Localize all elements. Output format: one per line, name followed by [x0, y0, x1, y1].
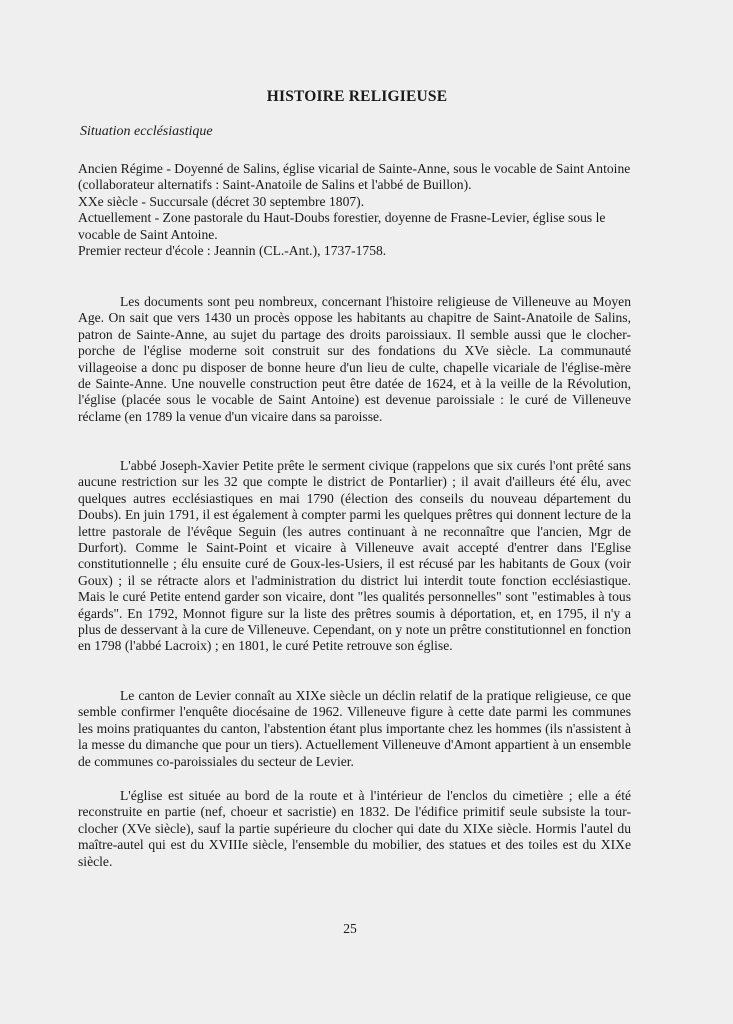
page-title: HISTOIRE RELIGIEUSE — [266, 88, 448, 105]
section-heading: Situation ecclésiastique — [80, 124, 213, 139]
paragraph-documents — [78, 294, 631, 425]
paragraph-revolution — [78, 458, 631, 655]
paragraph-text: Le canton de Levier connaît au XIXe siècle un déclin relatif de la pratique religieuse, ce que semble confirmer l'enquête diocésaine de 1962. Villeneuve figure à cette date parmi les communes les moins pratiquantes du canton, l'abstention étant plus importante chez les hommes (ils n'assistent à la messe du dimanche que pour un tiers). Actuellement Villeneuve d'Amont appartient à un ensemble de communes co-paroissiales du secteur de Levier. — [78, 688, 631, 769]
paragraph-eglise — [78, 788, 631, 870]
paragraph-text: Les documents sont peu nombreux, concernant l'histoire religieuse de Villeneuve au Moyen Age. On sait que vers 1430 un procès oppose les habitants au chapitre de Saint-Anatoile de Salins, patron de Sainte-Anne, au sujet du partage des droits paroissiaux. Il semble aussi que le clocher-porche de l'église moderne soit construit sur des fondations du XVe siècle. La communauté villageoise a donc pu disposer de bonne heure d'un lieu de culte, chapelle vicariale de l'église-mère de Sainte-Anne. Une nouvelle construction peut être datée de 1624, et à la veille de la Révolution, l'église (placée sous le vocable de Saint Antoine) est devenue paroissiale : le curé de Villeneuve réclame (en 1789 la venue d'un vicaire dans sa paroisse. — [78, 294, 631, 424]
page-number: 25 — [343, 921, 357, 936]
situation-block — [78, 161, 631, 259]
paragraph-text: L'église est située au bord de la route et à l'intérieur de l'enclos du cimetière ; elle a été reconstruite en partie (nef, choeur et sacristie) en 1832. De l'édifice primitif seule subsiste la tour-clocher (XVe siècle), sauf la partie supérieure du clocher qui date du XIXe siècle. Hormis l'autel du maître-autel qui est du XVIIIe siècle, l'ensemble du mobilier, des statues et des toiles est du XIXe siècle. — [78, 788, 631, 869]
situation-line: Actuellement - Zone pastorale du Haut-Doubs forestier, doyenne de Frasne-Levier, église sous le vocable de Saint Antoine. — [78, 210, 606, 242]
paragraph-text: L'abbé Joseph-Xavier Petite prête le serment civique (rappelons que six curés l'ont prêté sans aucune restriction sur les 32 que compte le district de Pontarlier) ; il avait d'ailleurs été élu, avec quelques autres ecclésiastiques en mai 1790 (élection des conseils du nouveau département du Doubs). En juin 1791, il est également à compter parmi les quelques prêtres qui donnent lecture de la lettre pastorale de l'évêque Seguin (les autres continuant à ne reconnaître que l'ancien, Mgr de Durfort). Comme le Saint-Point et vicaire à Villeneuve avait accepté d'entrer dans l'Eglise constitutionnelle ; élu ensuite curé de Goux-les-Usiers, il est récusé par les habitants de Goux (voir Goux) ; il se rétracte alors et l'administration du district lui interdit toute fonction ecclésiastique. Mais le curé Petite entend garder son vicaire, dont "les qualités personnelles" sont "estimables à tous égards". En 1792, Monnot figure sur la liste des prêtres soumis à déportation, et, en 1795, il n'y a plus de desservant à la cure de Villeneuve. Cependant, on y note un prêtre constitutionnel en fonction en 1798 (l'abbé Lacroix) ; en 1801, le curé Petite retrouve son église. — [78, 458, 631, 654]
situation-line: Ancien Régime - Doyenné de Salins, église vicarial de Sainte-Anne, sous le vocable de Saint Antoine (collaborateur alternatifs : Saint-Anatoile de Salins et l'abbé de Buillon). — [78, 161, 631, 193]
situation-line: Premier recteur d'école : Jeannin (CL.-Ant.), 1737-1758. — [78, 243, 387, 259]
paragraph-canton — [78, 688, 631, 770]
situation-line: XXe siècle - Succursale (décret 30 septembre 1807). — [78, 193, 365, 209]
